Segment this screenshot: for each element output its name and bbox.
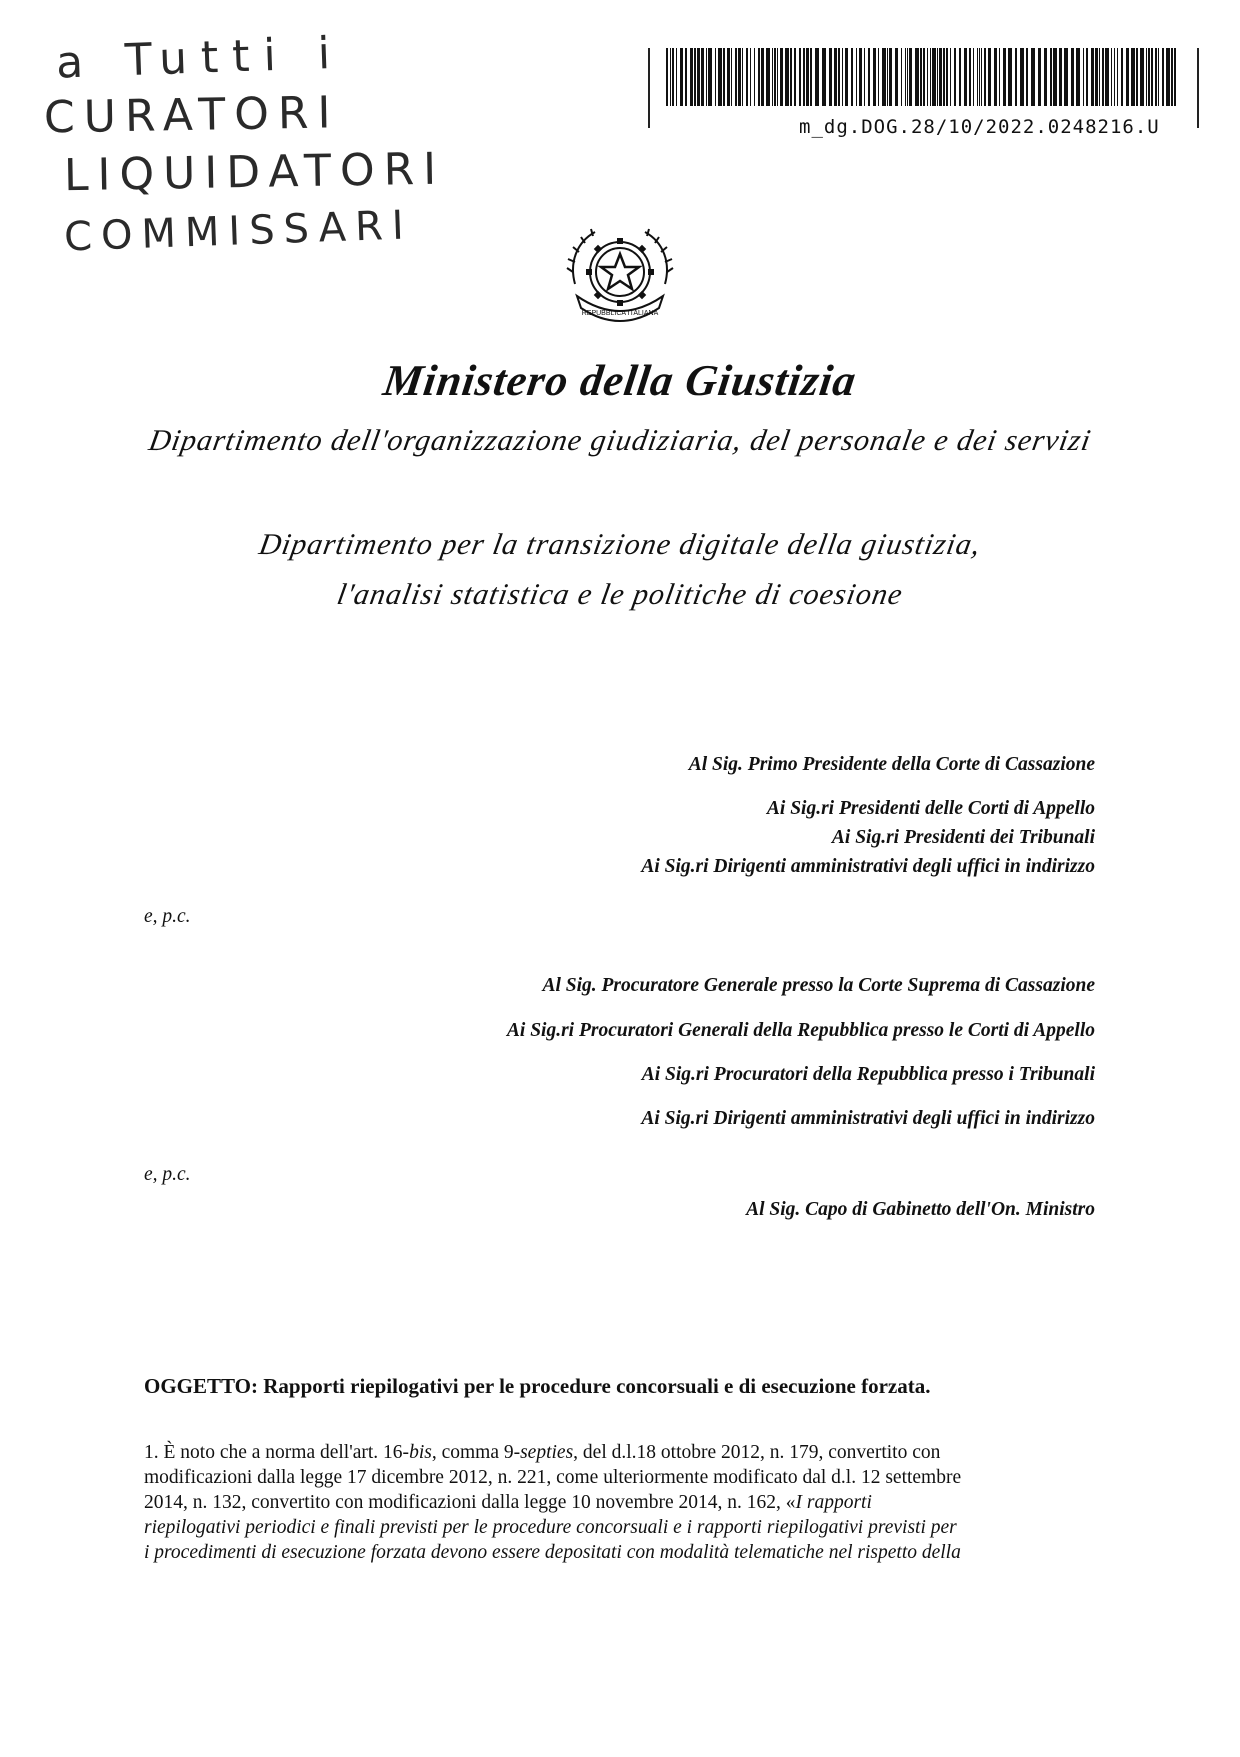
body-text-italic: riepilogativi periodici e finali previsti per le procedure concorsuali e i rapporti riepilogativi previsti per [144,1517,957,1538]
barcode-bar [1044,48,1047,106]
barcode-bar [1026,48,1028,106]
barcode-bar [873,48,876,106]
barcode-bar [927,48,928,106]
barcode-bar [701,48,704,106]
barcode-bar [1171,48,1173,106]
barcode-bar [777,48,778,106]
barcode-bar [954,48,956,106]
barcode-bar [878,48,879,106]
recipient-line: Al Sig. Primo Presidente della Corte di Cassazione [688,754,1095,775]
recipient-line: Al Sig. Procuratore Generale presso la Corte Suprema di Cassazione [542,975,1095,996]
barcode-bar [680,48,683,106]
barcode-bar [1162,48,1164,106]
handwritten-line: CURATORI [43,87,340,144]
barcode-bar [964,48,967,106]
barcode-bar [799,48,801,106]
barcode-bar [1121,48,1123,106]
barcode-bar [905,48,906,106]
barcode-bar [690,48,693,106]
recipient-line: Ai Sig.ri Procuratori della Repubblica presso i Tribunali [641,1064,1095,1085]
barcode-bar [706,48,707,106]
barcode-bar [780,48,783,106]
barcode-bar [842,48,843,106]
body-line [144,1515,1095,1540]
barcode-bar [887,48,888,106]
barcode-bar [718,48,722,106]
barcode-bar [851,48,853,106]
barcode-bar [969,48,971,106]
barcode-bar [806,48,809,106]
body-line [144,1440,1095,1465]
body-text-segment: , del d.l.18 ottobre 2012, n. 179, convertito con [573,1442,941,1463]
barcode-bar [920,48,922,106]
barcode-bar [727,48,730,106]
barcode-bar [685,48,687,106]
barcode-bar [746,48,748,106]
barcode-bar [761,48,764,106]
barcode-bar [939,48,942,106]
barcode-bar [999,48,1000,106]
barcode-bar [1126,48,1129,106]
body-paragraph [144,1440,1095,1565]
body-line: modificazioni dalla legge 17 dicembre 2012, n. 221, come ulteriormente modificato dal d.l. 12 settembre [144,1467,962,1488]
barcode-bar [758,48,760,106]
epc-label: e, p.c. [144,1164,191,1185]
body-text-segment: , comma 9- [431,1442,521,1463]
body-text-italic: septies [520,1442,574,1463]
barcode-bar [909,48,912,106]
barcode-bar [1105,48,1109,106]
barcode-bar [829,48,832,106]
body-text-italic: bis [409,1442,432,1463]
barcode-icon [664,48,1184,120]
body-text-italic: i procedimenti di esecuzione forzata devono essere depositati con modalità telematiche nel rispetto della [144,1542,961,1563]
barcode-bar [1003,48,1006,106]
barcode-bar [785,48,789,106]
barcode-bar [1086,48,1088,106]
department-organizzazione: Dipartimento dell'organizzazione giudiziaria, del personale e dei servizi [146,424,1094,457]
epc-label: e, p.c. [144,906,191,927]
barcode-bar [772,48,773,106]
barcode-bar [981,48,982,106]
barcode-bar [1064,48,1068,106]
recipient-line: Al Sig. Capo di Gabinetto dell'On. Ministro [746,1199,1095,1220]
barcode-bar [790,48,792,106]
barcode-bar [742,48,743,106]
barcode-bar [907,48,908,106]
handwritten-note [43,27,446,261]
barcode-bar [994,48,997,106]
barcode-bar [754,48,755,106]
barcode-bar [1158,48,1159,106]
barcode-bar [1083,48,1084,106]
barcode-bar [946,48,948,106]
barcode-bar [1015,48,1017,106]
recipient-line: Ai Sig.ri Procuratori Generali della Repubblica presso le Corti di Appello [506,1020,1095,1041]
barcode-bar [1053,48,1057,106]
barcode-bar [666,48,668,106]
barcode-bar [889,48,892,106]
barcode-bar [932,48,936,106]
department-transizione-line1: Dipartimento per la transizione digitale della giustizia, [256,528,984,561]
barcode-bar [676,48,677,106]
barcode-bar [895,48,898,106]
barcode-bar [1174,48,1176,106]
barcode-bar [959,48,961,106]
recipient-line: Ai Sig.ri Presidenti delle Corti di Appello [766,798,1095,819]
body-text-segment: 1. È noto che a norma dell'art. 16- [144,1442,410,1463]
barcode-bar [1038,48,1041,106]
barcode-bar [1148,48,1150,106]
barcode-bar [1151,48,1153,106]
barcode-bar [731,48,732,106]
barcode-bar [1099,48,1100,106]
barcode-bar [977,48,978,106]
barcode-bar [1095,48,1098,106]
barcode-bar [988,48,991,106]
barcode-bar [766,48,770,106]
barcode-bar [979,48,980,106]
barcode-bar [859,48,862,106]
barcode-bar [723,48,725,106]
barcode-bar [822,48,826,106]
barcode-bar [1114,48,1115,106]
protocol-barcode-stamp [648,48,1199,138]
barcode-bar [973,48,974,106]
barcode-bar [1102,48,1104,106]
barcode-bar [943,48,945,106]
barcode-bar [1008,48,1012,106]
barcode-bar [1155,48,1157,106]
barcode-bar [1111,48,1112,106]
recipient-line: Ai Sig.ri Presidenti dei Tribunali [831,827,1095,848]
barcode-bar [1059,48,1062,106]
barcode-bar [984,48,986,106]
barcode-bar [845,48,848,106]
barcode-bar [1071,48,1074,106]
barcode-bar [1050,48,1052,106]
barcode-bar [1020,48,1024,106]
barcode-bar [708,48,712,106]
barcode-bar [901,48,902,106]
barcode-bar [864,48,865,106]
barcode-bar [750,48,751,106]
barcode-bar [937,48,938,106]
italian-republic-emblem-icon [555,222,685,330]
recipient-line: Ai Sig.ri Dirigenti amministrativi degli uffici in indirizzo [641,1108,1095,1129]
barcode-bar [735,48,737,106]
barcode-bar [1117,48,1118,106]
ministry-title: Ministero della Giustizia [380,356,860,405]
barcode-bar [697,48,700,106]
handwritten-line: a Tutti i [55,27,345,89]
barcode-bar [882,48,886,106]
barcode-bar [1136,48,1138,106]
barcode-bar [950,48,951,106]
handwritten-line: COMMISSARI [63,202,414,261]
barcode-bar [1140,48,1144,106]
barcode-bar [1131,48,1135,106]
barcode-bar [794,48,796,106]
barcode-bar [1031,48,1035,106]
barcode-bar [1076,48,1080,106]
barcode-bar [868,48,870,106]
barcode-bar [738,48,741,106]
department-transizione-line2: l'analisi statistica e le politiche di coesione [334,578,906,611]
barcode-bar [672,48,674,106]
barcode-bar [694,48,696,106]
barcode-bar [838,48,840,106]
barcode-bar [715,48,716,106]
body-line [144,1540,1095,1565]
barcode-bar [1146,48,1147,106]
body-text-italic: I rapporti [795,1492,872,1513]
barcode-bar [815,48,819,106]
handwritten-line: LIQUIDATORI [63,143,446,202]
barcode-bar [1166,48,1170,106]
barcode-bar [856,48,857,106]
barcode-bar [810,48,812,106]
protocol-number: m_dg.DOG.28/10/2022.0248216.U [795,116,1164,138]
barcode-bar [930,48,931,106]
body-line [144,1490,1095,1515]
recipient-line: Ai Sig.ri Dirigenti amministrativi degli uffici in indirizzo [641,856,1095,877]
barcode-bar [915,48,919,106]
barcode-bar [670,48,671,106]
barcode-bar [923,48,925,106]
subject-line: OGGETTO: Rapporti riepilogativi per le procedure concorsuali e di esecuzione forzata. [144,1374,931,1398]
barcode-bar [1091,48,1094,106]
body-text-segment: 2014, n. 132, convertito con modificazioni dalla legge 10 novembre 2014, n. 162, « [144,1492,796,1513]
barcode-bar [834,48,837,106]
barcode-bar [774,48,776,106]
barcode-bar [803,48,805,106]
emblem-ribbon-text: REPUBBLICA ITALIANA [581,310,659,317]
